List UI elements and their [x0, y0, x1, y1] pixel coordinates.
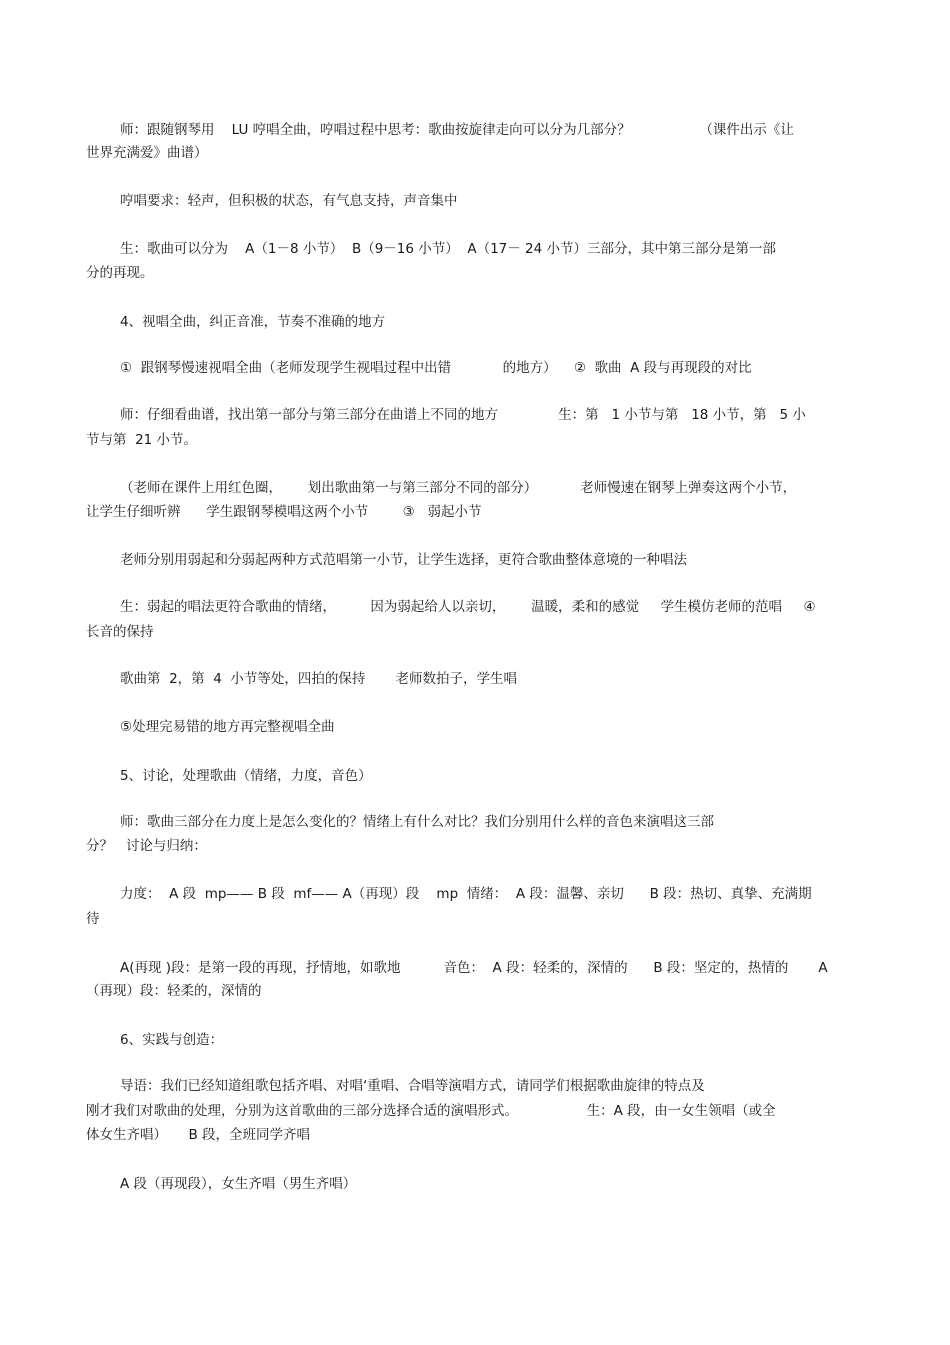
text-line: 节与第 21 小节。 — [86, 432, 198, 448]
text-line: 歌曲第 2，第 4 小节等处，四拍的保持 老师数拍子，学生唱 — [120, 671, 517, 687]
text-line: （再现）段：轻柔的，深情的 — [86, 983, 262, 999]
text-line: A 段（再现段），女生齐唱（男生齐唱） — [120, 1176, 357, 1192]
text-line: （老师在课件上用红色圈， 划出歌曲第一与第三部分不同的部分） 老师慢速在钢琴上弹奏这两个小节， — [120, 480, 797, 496]
text-line: 师：跟随钢琴用 LU 哼唱全曲，哼唱过程中思考：歌曲按旋律走向可以分为几部分？ （课件出示《让 — [120, 122, 794, 138]
text-line: ⑤处理完易错的地方再完整视唱全曲 — [120, 719, 335, 735]
text-line: 生：弱起的唱法更符合歌曲的情绪， 因为弱起给人以亲切， 温暖，柔和的感觉 学生模仿老师的范唱 ④ — [120, 599, 816, 615]
text-line: ① 跟钢琴慢速视唱全曲（老师发现学生视唱过程中出错 的地方） ② 歌曲 A 段与再现段的对比 — [120, 360, 752, 376]
text-line: 哼唱要求：轻声，但积极的状态，有气息支持，声音集中 — [120, 193, 458, 209]
text-line: 师：歌曲三部分在力度上是怎么变化的？情绪上有什么对比？我们分别用什么样的音色来演唱这三部 — [120, 814, 714, 830]
text-line: A(再现 )段：是第一段的再现，抒情地，如歌地 音色： A 段：轻柔的，深情的 B 段：坚定的，热情的 A — [120, 960, 828, 976]
section-heading: 6、实践与创造： — [120, 1032, 224, 1048]
text-line: 分？ 讨论与归纳： — [86, 838, 207, 854]
text-line: 刚才我们对歌曲的处理，分别为这首歌曲的三部分选择合适的演唱形式。 生：A 段，由一女生领唱（或全 — [86, 1103, 776, 1119]
text-line: 分的再现。 — [86, 265, 154, 281]
section-heading: 5、讨论，处理歌曲（情绪，力度，音色） — [120, 768, 372, 784]
text-line: 生：歌曲可以分为 A（1－8 小节） B（9－16 小节） A（17－ 24 小节）三部分，其中第三部分是第一部 — [120, 241, 777, 257]
text-line: 师：仔细看曲谱，找出第一部分与第三部分在曲谱上不同的地方 生：第 1 小节与第 18 小节，第 5 小 — [120, 407, 806, 423]
text-line: 待 — [86, 911, 100, 927]
text-line: 体女生齐唱） B 段，全班同学齐唱 — [86, 1127, 311, 1143]
text-line: 世界充满爱》曲谱） — [86, 145, 208, 161]
section-heading: 4、视唱全曲，纠正音准，节奏不准确的地方 — [120, 314, 386, 330]
text-line: 老师分别用弱起和分弱起两种方式范唱第一小节，让学生选择，更符合歌曲整体意境的一种唱法 — [120, 552, 687, 568]
text-line: 长音的保持 — [86, 624, 154, 640]
text-line: 力度： A 段 mp—— B 段 mf—— A（再现）段 mp 情绪： A 段：温馨、亲切 B 段：热切、真挚、充满期 — [120, 886, 812, 902]
text-line: 导语：我们已经知道组歌包括齐唱、对唱‘重唱、合唱等演唱方式，请同学们根据歌曲旋律的特点及 — [120, 1078, 705, 1094]
text-line: 让学生仔细听辨 学生跟钢琴模唱这两个小节 ③ 弱起小节 — [86, 504, 482, 520]
